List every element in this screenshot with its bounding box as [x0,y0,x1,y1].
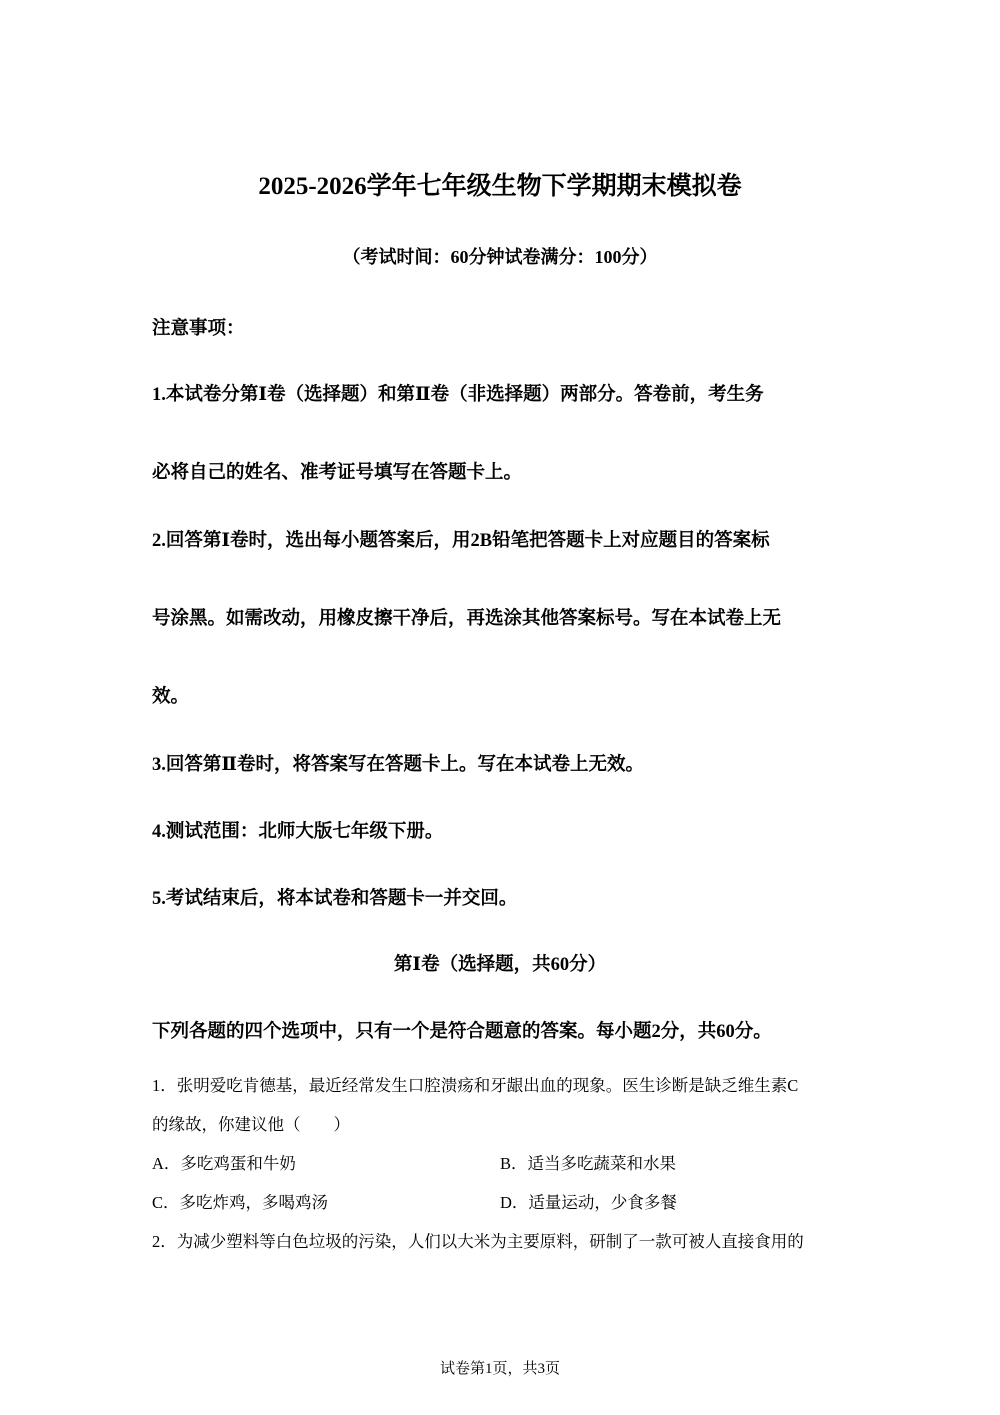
notice-line: 必将自己的姓名、准考证号填写在答题卡上。 [152,463,523,483]
question-1-text: 1．张明爱吃肯德基，最近经常发生口腔溃疡和牙龈出血的现象。医生诊断是缺乏维生素C [152,1076,799,1095]
notice-line: 效。 [152,687,190,707]
question-1-option-b: B．适当多吃蔬菜和水果 [500,1154,677,1173]
page-footer: 试卷第1页，共3页 [439,1361,560,1377]
notice-line: 1.本试卷分第Ⅰ卷（选择题）和第Ⅱ卷（非选择题）两部分。答卷前，考生务 [152,385,764,405]
question-1-option-c: C．多吃炸鸡，多喝鸡汤 [152,1193,329,1212]
question-1-option-a: A．多吃鸡蛋和牛奶 [152,1154,296,1173]
notice-line: 号涂黑。如需改动，用橡皮擦干净后，再选涂其他答案标号。写在本试卷上无 [152,609,782,629]
question-2-text: 2．为减少塑料等白色垃圾的污染，人们以大米为主要原料，研制了一款可被人直接食用的 [152,1232,804,1251]
question-1-option-d: D．适量运动，少食多餐 [500,1193,677,1212]
notice-line: 4.测试范围：北师大版七年级下册。 [152,822,444,842]
question-1-text: 的缘故，你建议他（ ） [152,1115,350,1134]
notice-heading: 注意事项： [152,319,245,339]
notice-line: 5.考试结束后，将本试卷和答题卡一并交回。 [152,889,518,909]
notice-line: 2.回答第Ⅰ卷时，选出每小题答案后，用2B铅笔把答题卡上对应题目的答案标 [152,531,770,551]
section-title: 第Ⅰ卷（选择题，共60分） [393,955,607,975]
page-title: 2025-2026学年七年级生物下学期期末模拟卷 [258,173,742,200]
exam-info: （考试时间：60分钟试卷满分：100分） [342,247,658,267]
section-instruction: 下列各题的四个选项中，只有一个是符合题意的答案。每小题2分，共60分。 [152,1022,772,1042]
notice-line: 3.回答第Ⅱ卷时，将答案写在答题卡上。写在本试卷上无效。 [152,755,644,775]
